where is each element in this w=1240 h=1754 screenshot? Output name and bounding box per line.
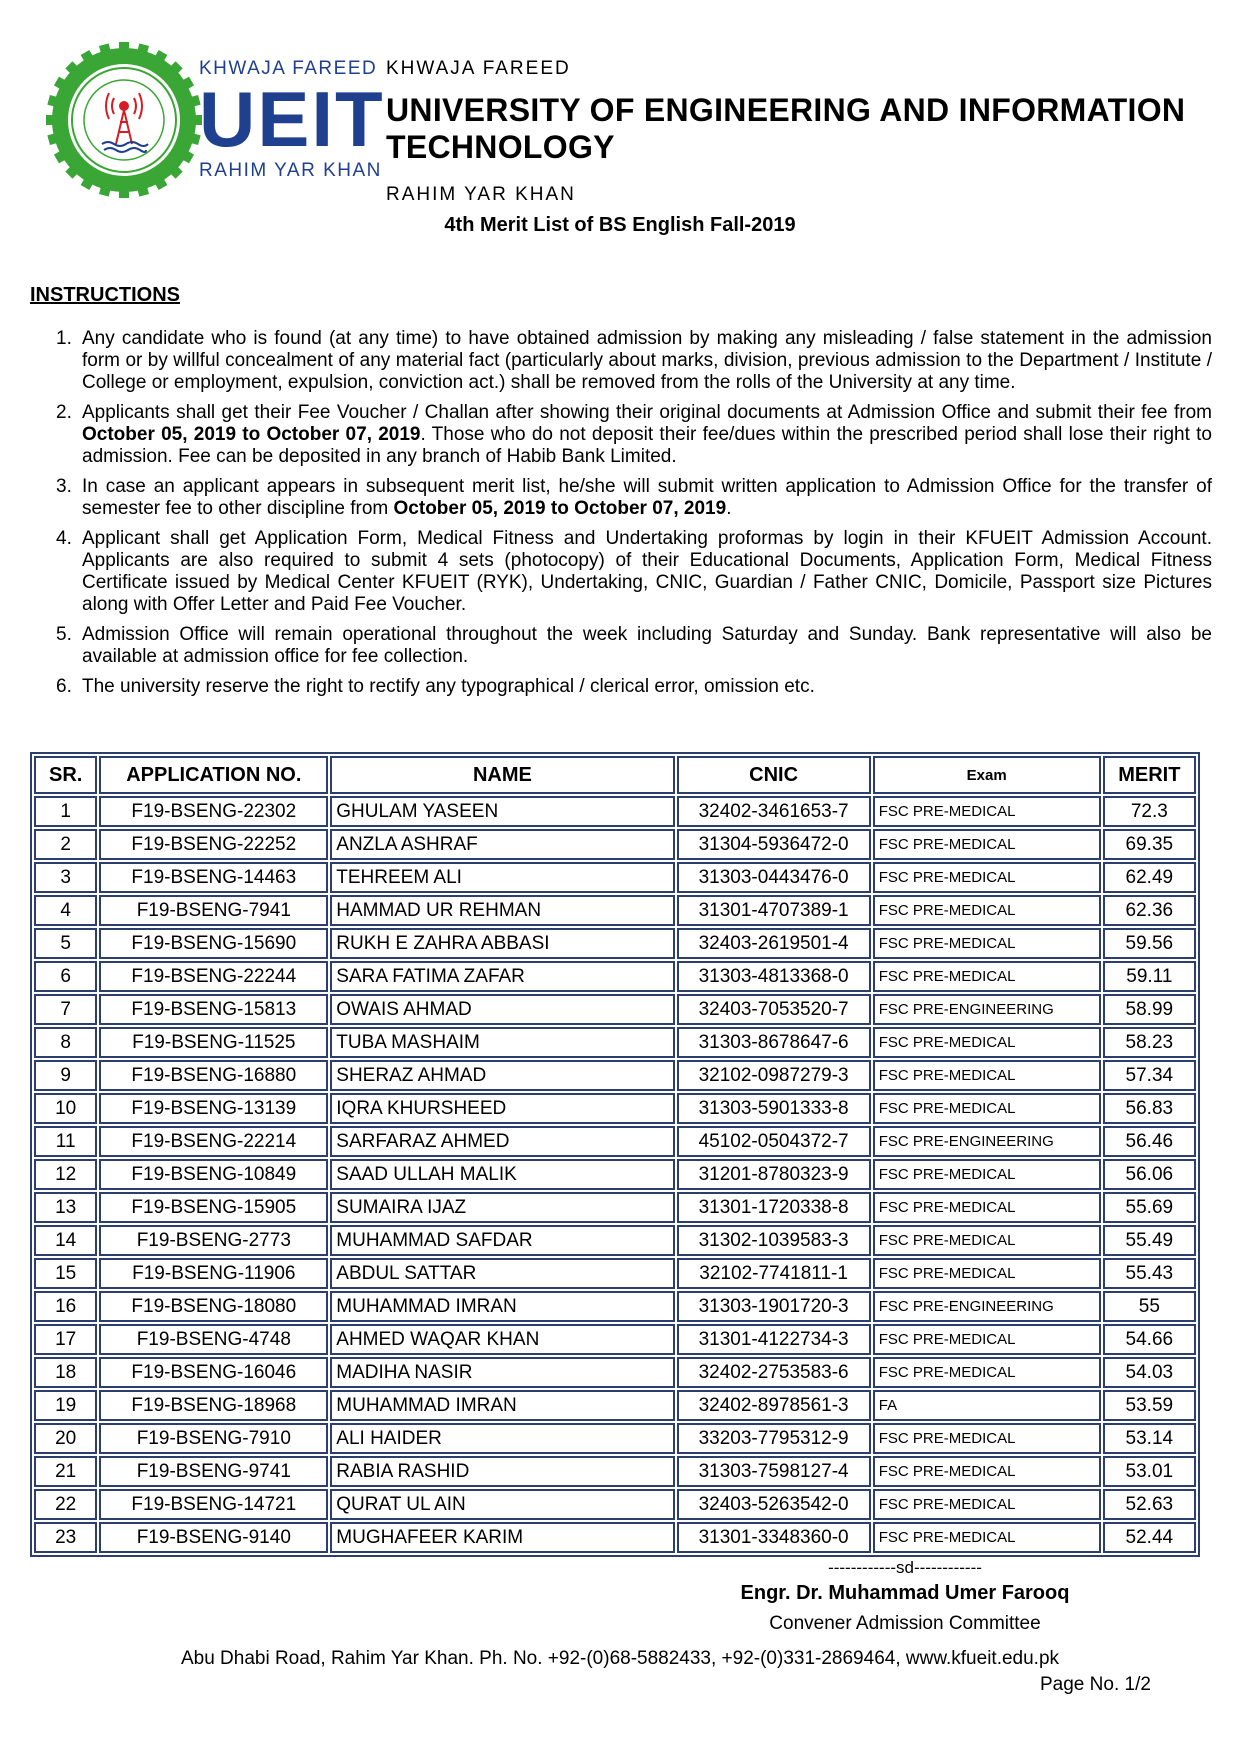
cell-application-no: F19-BSENG-18080 xyxy=(99,1291,328,1322)
merit-table xyxy=(30,752,1200,1557)
cell-cnic: 32402-2753583-6 xyxy=(677,1357,871,1388)
cell-cnic: 31303-7598127-4 xyxy=(677,1456,871,1487)
cell-name: SARFARAZ AHMED xyxy=(330,1126,674,1157)
cell-name: ANZLA ASHRAF xyxy=(330,829,674,860)
table-row xyxy=(34,1423,1196,1454)
uni-line-2: UNIVERSITY OF ENGINEERING AND INFORMATION TECHNOLOGY xyxy=(386,92,1186,165)
instruction-date-range: October 05, 2019 to October 07, 2019 xyxy=(82,424,421,445)
cell-cnic: 32102-0987279-3 xyxy=(677,1060,871,1091)
cell-cnic: 31301-3348360-0 xyxy=(677,1522,871,1553)
cell-exam: FSC PRE-MEDICAL xyxy=(873,829,1101,860)
cell-cnic: 32403-5263542-0 xyxy=(677,1489,871,1520)
cell-sr: 23 xyxy=(34,1522,97,1553)
cell-sr: 20 xyxy=(34,1423,97,1454)
header-application-no: APPLICATION NO. xyxy=(99,756,328,794)
cell-exam: FSC PRE-MEDICAL xyxy=(873,961,1101,992)
table-row xyxy=(34,1093,1196,1124)
instructions-list xyxy=(56,328,1212,706)
cell-application-no: F19-BSENG-22244 xyxy=(99,961,328,992)
cell-application-no: F19-BSENG-2773 xyxy=(99,1225,328,1256)
cell-exam: FSC PRE-MEDICAL xyxy=(873,1225,1101,1256)
signatory-name: Engr. Dr. Muhammad Umer Farooq xyxy=(740,1582,1070,1604)
cell-cnic: 32102-7741811-1 xyxy=(677,1258,871,1289)
cell-exam: FSC PRE-MEDICAL xyxy=(873,1456,1101,1487)
table-row xyxy=(34,928,1196,959)
instruction-number: 2. xyxy=(56,402,72,423)
cell-merit: 56.83 xyxy=(1103,1093,1196,1124)
cell-exam: FSC PRE-ENGINEERING xyxy=(873,1291,1101,1322)
cell-exam: FSC PRE-MEDICAL xyxy=(873,1522,1101,1553)
table-row xyxy=(34,1159,1196,1190)
cell-cnic: 31303-8678647-6 xyxy=(677,1027,871,1058)
cell-sr: 18 xyxy=(34,1357,97,1388)
table-row xyxy=(34,1027,1196,1058)
cell-merit: 62.36 xyxy=(1103,895,1196,926)
cell-name: SAAD ULLAH MALIK xyxy=(330,1159,674,1190)
cell-cnic: 32403-7053520-7 xyxy=(677,994,871,1025)
cell-cnic: 31201-8780323-9 xyxy=(677,1159,871,1190)
university-seal-logo xyxy=(44,40,204,200)
cell-name: HAMMAD UR REHMAN xyxy=(330,895,674,926)
table-row xyxy=(34,1522,1196,1553)
cell-exam: FSC PRE-ENGINEERING xyxy=(873,994,1101,1025)
cell-exam: FSC PRE-ENGINEERING xyxy=(873,1126,1101,1157)
uni-line-3: RAHIM YAR KHAN xyxy=(386,184,576,205)
instructions-heading: INSTRUCTIONS xyxy=(30,284,180,306)
cell-cnic: 32403-2619501-4 xyxy=(677,928,871,959)
table-row xyxy=(34,1225,1196,1256)
footer-address: Abu Dhabi Road, Rahim Yar Khan. Ph. No. +92-(0)68-5882433, +92-(0)331-2869464, www.kfueit.edu.pk xyxy=(180,1648,1060,1669)
cell-cnic: 31304-5936472-0 xyxy=(677,829,871,860)
cell-exam: FSC PRE-MEDICAL xyxy=(873,862,1101,893)
table-row xyxy=(34,1291,1196,1322)
cell-sr: 19 xyxy=(34,1390,97,1421)
cell-sr: 4 xyxy=(34,895,97,926)
instruction-number: 4. xyxy=(56,528,72,549)
cell-merit: 53.59 xyxy=(1103,1390,1196,1421)
table-row xyxy=(34,994,1196,1025)
merit-table-body xyxy=(34,796,1196,1553)
instruction-text: Applicants shall get their Fee Voucher / Challan after showing their original documents at Admission Office and submit their fee from xyxy=(82,402,1212,423)
cell-application-no: F19-BSENG-22302 xyxy=(99,796,328,827)
cell-merit: 58.99 xyxy=(1103,994,1196,1025)
table-row xyxy=(34,1126,1196,1157)
cell-cnic: 31303-5901333-8 xyxy=(677,1093,871,1124)
cell-name: MADIHA NASIR xyxy=(330,1357,674,1388)
cell-application-no: F19-BSENG-22252 xyxy=(99,829,328,860)
cell-exam: FSC PRE-MEDICAL xyxy=(873,1192,1101,1223)
cell-exam: FSC PRE-MEDICAL xyxy=(873,1258,1101,1289)
cell-merit: 58.23 xyxy=(1103,1027,1196,1058)
table-row xyxy=(34,1390,1196,1421)
cell-merit: 62.49 xyxy=(1103,862,1196,893)
cell-cnic: 31303-4813368-0 xyxy=(677,961,871,992)
instruction-number: 6. xyxy=(56,676,72,697)
cell-name: MUHAMMAD IMRAN xyxy=(330,1291,674,1322)
header-merit: MERIT xyxy=(1103,756,1196,794)
table-row xyxy=(34,1192,1196,1223)
cell-merit: 56.06 xyxy=(1103,1159,1196,1190)
header-cnic: CNIC xyxy=(677,756,871,794)
table-row xyxy=(34,796,1196,827)
document-title: 4th Merit List of BS English Fall-2019 xyxy=(444,214,796,236)
cell-cnic: 32402-3461653-7 xyxy=(677,796,871,827)
cell-sr: 13 xyxy=(34,1192,97,1223)
cell-name: GHULAM YASEEN xyxy=(330,796,674,827)
table-header-row xyxy=(34,756,1196,794)
cell-sr: 15 xyxy=(34,1258,97,1289)
cell-cnic: 33203-7795312-9 xyxy=(677,1423,871,1454)
cell-sr: 3 xyxy=(34,862,97,893)
cell-cnic: 45102-0504372-7 xyxy=(677,1126,871,1157)
cell-sr: 16 xyxy=(34,1291,97,1322)
cell-merit: 55 xyxy=(1103,1291,1196,1322)
cell-exam: FSC PRE-MEDICAL xyxy=(873,796,1101,827)
table-row xyxy=(34,1357,1196,1388)
cell-name: QURAT UL AIN xyxy=(330,1489,674,1520)
cell-sr: 11 xyxy=(34,1126,97,1157)
cell-cnic: 31301-4707389-1 xyxy=(677,895,871,926)
cell-sr: 1 xyxy=(34,796,97,827)
table-row xyxy=(34,829,1196,860)
cell-name: RUKH E ZAHRA ABBASI xyxy=(330,928,674,959)
signature-block xyxy=(700,1558,1110,1635)
cell-sr: 8 xyxy=(34,1027,97,1058)
cell-exam: FSC PRE-MEDICAL xyxy=(873,1060,1101,1091)
cell-name: SHERAZ AHMAD xyxy=(330,1060,674,1091)
instruction-text: Admission Office will remain operational throughout the week including Saturday and Sunday. Bank representative will also be available at admission office for fee collection. xyxy=(82,624,1212,667)
university-name-block xyxy=(386,58,1204,206)
uni-line-1: KHWAJA FAREED xyxy=(386,58,571,79)
instruction-number: 3. xyxy=(56,476,72,497)
logo-top-text: KHWAJA FAREED xyxy=(199,58,378,79)
table-row xyxy=(34,895,1196,926)
cell-merit: 55.69 xyxy=(1103,1192,1196,1223)
cell-exam: FA xyxy=(873,1390,1101,1421)
table-row xyxy=(34,1060,1196,1091)
cell-merit: 52.63 xyxy=(1103,1489,1196,1520)
header-exam: Exam xyxy=(873,756,1101,794)
cell-sr: 21 xyxy=(34,1456,97,1487)
instruction-item xyxy=(56,528,1212,616)
cell-application-no: F19-BSENG-15813 xyxy=(99,994,328,1025)
cell-exam: FSC PRE-MEDICAL xyxy=(873,1423,1101,1454)
instruction-number: 5. xyxy=(56,624,72,645)
cell-merit: 55.43 xyxy=(1103,1258,1196,1289)
cell-name: MUGHAFEER KARIM xyxy=(330,1522,674,1553)
cell-application-no: F19-BSENG-11906 xyxy=(99,1258,328,1289)
instruction-text: . Those who do not deposit their fee/dues within the prescribed period shall lose their right to admission. Fee can be deposited in any branch of Habib Bank Limited. xyxy=(82,424,1212,467)
cell-sr: 7 xyxy=(34,994,97,1025)
cell-exam: FSC PRE-MEDICAL xyxy=(873,1324,1101,1355)
cell-sr: 17 xyxy=(34,1324,97,1355)
cell-cnic: 31303-0443476-0 xyxy=(677,862,871,893)
header-name: NAME xyxy=(330,756,674,794)
cell-name: OWAIS AHMAD xyxy=(330,994,674,1025)
cell-exam: FSC PRE-MEDICAL xyxy=(873,1093,1101,1124)
cell-exam: FSC PRE-MEDICAL xyxy=(873,895,1101,926)
cell-application-no: F19-BSENG-22214 xyxy=(99,1126,328,1157)
letterhead xyxy=(44,40,1204,205)
cell-exam: FSC PRE-MEDICAL xyxy=(873,1159,1101,1190)
cell-merit: 54.03 xyxy=(1103,1357,1196,1388)
cell-name: MUHAMMAD SAFDAR xyxy=(330,1225,674,1256)
cell-application-no: F19-BSENG-7910 xyxy=(99,1423,328,1454)
instruction-text: In case an applicant appears in subsequent merit list, he/she will submit written application to Admission Office for the transfer of semester fee to other discipline from xyxy=(82,476,1212,519)
cell-name: ALI HAIDER xyxy=(330,1423,674,1454)
logo-bottom-text: RAHIM YAR KHAN xyxy=(199,160,382,181)
instruction-item xyxy=(56,328,1212,394)
cell-sr: 6 xyxy=(34,961,97,992)
page-number: Page No. 1/2 xyxy=(1040,1674,1151,1695)
cell-merit: 59.56 xyxy=(1103,928,1196,959)
table-row xyxy=(34,1324,1196,1355)
cell-application-no: F19-BSENG-15690 xyxy=(99,928,328,959)
signatory-role: Convener Admission Committee xyxy=(769,1613,1041,1634)
table-row xyxy=(34,1258,1196,1289)
instruction-text: Applicant shall get Application Form, Medical Fitness and Undertaking proformas by login in their KFUEIT Admission Account. Applicants are also required to submit 4 sets (photocopy) of their Educational Documents, Application Form, Medical Fitness Certificate issued by Medical Center KFUEIT (RYK), Undertaking, CNIC, Guardian / Father CNIC, Domicile, Passport size Pictures along with Offer Letter and Paid Fee Voucher. xyxy=(82,528,1212,615)
instruction-item xyxy=(56,624,1212,668)
cell-application-no: F19-BSENG-10849 xyxy=(99,1159,328,1190)
cell-sr: 5 xyxy=(34,928,97,959)
cell-merit: 53.14 xyxy=(1103,1423,1196,1454)
cell-cnic: 32402-8978561-3 xyxy=(677,1390,871,1421)
instruction-item xyxy=(56,402,1212,468)
cell-name: SARA FATIMA ZAFAR xyxy=(330,961,674,992)
cell-name: TEHREEM ALI xyxy=(330,862,674,893)
cell-exam: FSC PRE-MEDICAL xyxy=(873,1357,1101,1388)
cell-sr: 2 xyxy=(34,829,97,860)
instruction-text: Any candidate who is found (at any time) to have obtained admission by making any misleading / false statement in the admission form or by willful concealment of any material fact (particularly about marks, division, previous admission to the Department / Institute / College or employment, expulsion, conviction act.) shall be removed from the rolls of the University at any time. xyxy=(82,328,1212,393)
cell-name: SUMAIRA IJAZ xyxy=(330,1192,674,1223)
cell-merit: 59.11 xyxy=(1103,961,1196,992)
cell-application-no: F19-BSENG-9140 xyxy=(99,1522,328,1553)
cell-cnic: 31301-1720338-8 xyxy=(677,1192,871,1223)
cell-sr: 14 xyxy=(34,1225,97,1256)
instruction-item xyxy=(56,676,1212,698)
cell-application-no: F19-BSENG-14463 xyxy=(99,862,328,893)
cell-exam: FSC PRE-MEDICAL xyxy=(873,1027,1101,1058)
cell-merit: 55.49 xyxy=(1103,1225,1196,1256)
cell-name: TUBA MASHAIM xyxy=(330,1027,674,1058)
cell-application-no: F19-BSENG-11525 xyxy=(99,1027,328,1058)
logo-ueit-text: UEIT xyxy=(199,75,385,163)
cell-exam: FSC PRE-MEDICAL xyxy=(873,1489,1101,1520)
table-row xyxy=(34,1456,1196,1487)
signature-sd: ------------sd------------ xyxy=(828,1558,982,1577)
cell-exam: FSC PRE-MEDICAL xyxy=(873,928,1101,959)
cell-application-no: F19-BSENG-15905 xyxy=(99,1192,328,1223)
cell-cnic: 31302-1039583-3 xyxy=(677,1225,871,1256)
instruction-date-range: October 05, 2019 to October 07, 2019 xyxy=(393,498,727,519)
cell-application-no: F19-BSENG-16880 xyxy=(99,1060,328,1091)
cell-merit: 69.35 xyxy=(1103,829,1196,860)
cell-merit: 52.44 xyxy=(1103,1522,1196,1553)
instruction-item xyxy=(56,476,1212,520)
cell-sr: 22 xyxy=(34,1489,97,1520)
cell-application-no: F19-BSENG-16046 xyxy=(99,1357,328,1388)
cell-cnic: 31303-1901720-3 xyxy=(677,1291,871,1322)
cell-application-no: F19-BSENG-13139 xyxy=(99,1093,328,1124)
cell-name: ABDUL SATTAR xyxy=(330,1258,674,1289)
instruction-number: 1. xyxy=(56,328,72,349)
ueit-wordmark xyxy=(199,58,409,182)
cell-application-no: F19-BSENG-14721 xyxy=(99,1489,328,1520)
cell-cnic: 31301-4122734-3 xyxy=(677,1324,871,1355)
table-row xyxy=(34,961,1196,992)
cell-merit: 72.3 xyxy=(1103,796,1196,827)
cell-application-no: F19-BSENG-18968 xyxy=(99,1390,328,1421)
cell-merit: 56.46 xyxy=(1103,1126,1196,1157)
cell-sr: 12 xyxy=(34,1159,97,1190)
cell-application-no: F19-BSENG-9741 xyxy=(99,1456,328,1487)
cell-name: AHMED WAQAR KHAN xyxy=(330,1324,674,1355)
table-row xyxy=(34,1489,1196,1520)
cell-name: RABIA RASHID xyxy=(330,1456,674,1487)
header-sr: SR. xyxy=(34,756,97,794)
cell-sr: 9 xyxy=(34,1060,97,1091)
cell-sr: 10 xyxy=(34,1093,97,1124)
table-row xyxy=(34,862,1196,893)
cell-application-no: F19-BSENG-4748 xyxy=(99,1324,328,1355)
instruction-text: . xyxy=(726,498,732,519)
cell-merit: 54.66 xyxy=(1103,1324,1196,1355)
cell-name: MUHAMMAD IMRAN xyxy=(330,1390,674,1421)
cell-merit: 53.01 xyxy=(1103,1456,1196,1487)
instruction-text: The university reserve the right to rectify any typographical / clerical error, omission etc. xyxy=(82,676,815,697)
cell-merit: 57.34 xyxy=(1103,1060,1196,1091)
cell-name: IQRA KHURSHEED xyxy=(330,1093,674,1124)
cell-application-no: F19-BSENG-7941 xyxy=(99,895,328,926)
